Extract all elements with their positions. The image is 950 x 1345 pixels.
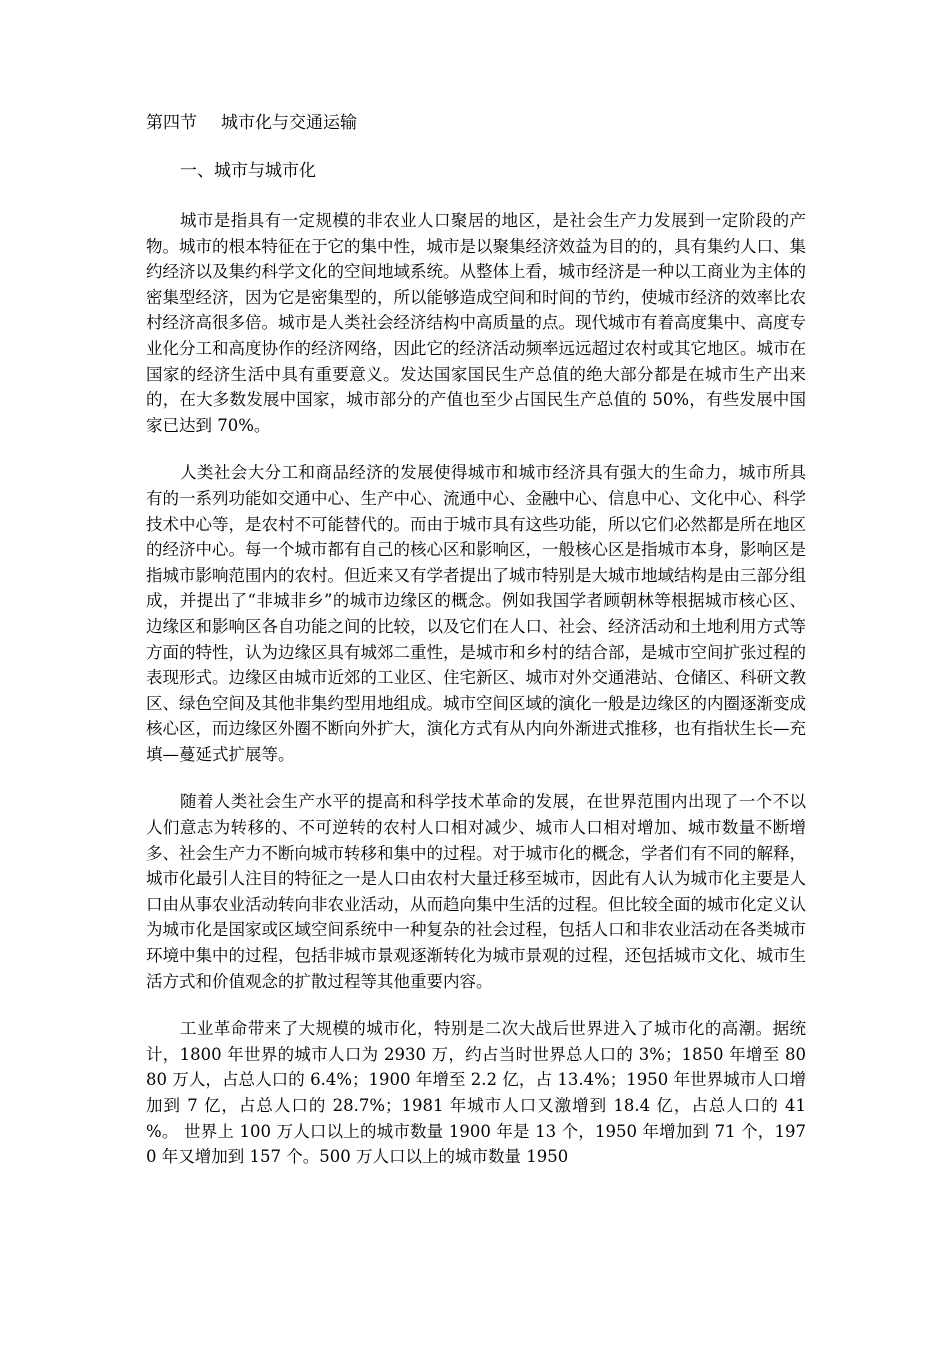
paragraph-urbanization-concept: 随着人类社会生产水平的提高和科学技术革命的发展，在世界范围内出现了一个不以人们意志为转移的、不可逆转的农村人口相对减少、城市人口相对增加、城市数量不断增多、社会生产力不断向城市转移和集中的过程。对于城市化的概念，学者们有不同的解释，城市化最引人注目的特征之一是人口由农村大量迁移至城市，因此有人认为城市化主要是人口由从事农业活动转向非农业活动，从而趋向集中生活的过程。但比较全面的城市化定义认为城市化是国家或区域空间系统中一种复杂的社会过程，包括人口和非农业活动在各类城市环境中集中的过程，包括非城市景观逐渐转化为城市景观的过程，还包括城市文化、城市生活方式和价值观念的扩散过程等其他重要内容。 bbox=[146, 792, 806, 991]
section-number: 第四节 bbox=[146, 113, 197, 133]
paragraph-urbanization-statistics: 工业革命带来了大规模的城市化，特别是二次大战后世界进入了城市化的高潮。据统计，1800 年世界的城市人口为 2930 万，约占当时世界总人口的 3%；1850 年增至 8080 万人，占总人口的 6.4%；1900 年增至 2.2 亿，占 13.4%；1950 年世界城市人口增加到 7 亿，占总人口的 28.7%；1981 年城市人口又激增到 18.4 亿，占总人口的 41 %。 世界上 100 万人口以上的城市数量 1900 年是 13 个，1950 年增加到 71 个，1970 年又增加到 157 个。500 万人口以上的城市数量 1950 bbox=[146, 1019, 806, 1167]
document-page bbox=[146, 110, 806, 1170]
section-title: 城市化与交通运输 bbox=[221, 113, 357, 133]
subsection-heading: 一、城市与城市化 bbox=[180, 161, 316, 181]
paragraph-city-definition: 城市是指具有一定规模的非农业人口聚居的地区，是社会生产力发展到一定阶段的产物。城市的根本特征在于它的集中性，城市是以聚集经济效益为目的的，具有集约人口、集约经济以及集约科学文化的空间地域系统。从整体上看，城市经济是一种以工商业为主体的密集型经济，因为它是密集型的，所以能够造成空间和时间的节约，使城市经济的效率比农村经济高很多倍。城市是人类社会经济结构中高质量的点。现代城市有着高度集中、高度专业化分工和高度协作的经济网络，因此它的经济活动频率远远超过农村或其它地区。城市在国家的经济生活中具有重要意义。发达国家国民生产总值的绝大部分都是在城市生产出来的，在大多数发展中国家，城市部分的产值也至少占国民生产总值的 50%，有些发展中国家已达到 70%。 bbox=[146, 211, 806, 435]
section-heading bbox=[146, 110, 806, 136]
paragraph-city-functions: 人类社会大分工和商品经济的发展使得城市和城市经济具有强大的生命力，城市所具有的一系列功能如交通中心、生产中心、流通中心、金融中心、信息中心、文化中心、科学技术中心等，是农村不可能替代的。而由于城市具有这些功能，所以它们必然都是所在地区的经济中心。每一个城市都有自己的核心区和影响区，一般核心区是指城市本身，影响区是指城市影响范围内的农村。但近来又有学者提出了城市特别是大城市地域结构是由三部分组成，并提出了“非城非乡”的城市边缘区的概念。例如我国学者顾朝林等根据城市核心区、边缘区和影响区各自功能之间的比较，以及它们在人口、社会、经济活动和土地利用方式等方面的特性，认为边缘区具有城郊二重性，是城市和乡村的结合部，是城市空间扩张过程的表现形式。边缘区由城市近郊的工业区、住宅新区、城市对外交通港站、仓储区、科研文教区、绿色空间及其他非集约型用地组成。城市空间区域的演化一般是边缘区的内圈逐渐变成核心区，而边缘区外圈不断向外扩大，演化方式有从内向外渐进式推移，也有指状生长—充填—蔓延式扩展等。 bbox=[146, 463, 806, 764]
